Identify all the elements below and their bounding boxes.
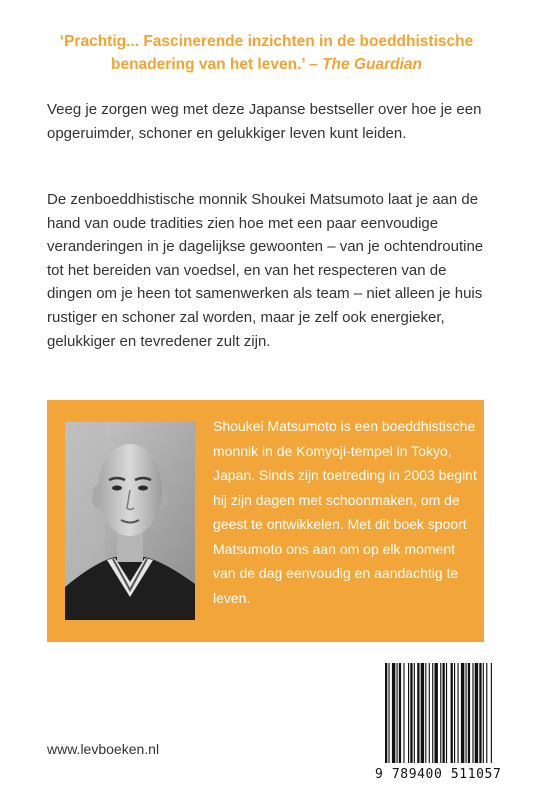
isbn-barcode [375, 655, 533, 800]
portrait-illustration [65, 422, 195, 620]
quote-line-1: ‘Prachtig... Fascinerende inzichten in de boeddhistische [59, 33, 474, 50]
description-paragraph: De zenboeddhistische monnik Shoukei Matsumoto laat je aan de hand van oude tradities zien hoe met een paar eenvoudige veranderingen in je dagelijkse gewoonten – van je ochtendroutine tot het bereiden van voedsel, en van het respecteren van de dingen om je heen tot samenwerken als team – niet alleen je huis rustiger en schoner zal worden, maar je zelf ook energieker, gelukkiger en tevredener zult zijn. [47, 191, 484, 350]
author-bio-text: Shoukei Matsumoto is een boeddhistische monnik in de Komyoji-tempel in Tokyo, Japan. Sinds zijn toetreding in 2003 begint hij zijn dagen met schoonmaken, om de geest te ontwikkelen. Met dit boek spoort Matsumoto ons aan om op elk moment van de dag eenvoudig en aandachtig te leven. [213, 418, 477, 606]
author-bio-box [47, 400, 484, 642]
quote-source: The Guardian [322, 56, 422, 73]
publisher-website: www.levboeken.nl [47, 741, 160, 757]
quote-line-2 [0, 53, 533, 76]
quote-text: benadering van het leven.’ – [111, 56, 318, 73]
review-quote [0, 30, 533, 76]
author-portrait-photo [65, 422, 195, 620]
barcode-number: 9 789400 511057 [375, 767, 502, 782]
intro-paragraph: Veeg je zorgen weg met deze Japanse bestseller over hoe je een opgeruimder, schoner en gelukkiger leven kunt leiden. [47, 101, 482, 142]
barcode-bars [375, 655, 533, 765]
